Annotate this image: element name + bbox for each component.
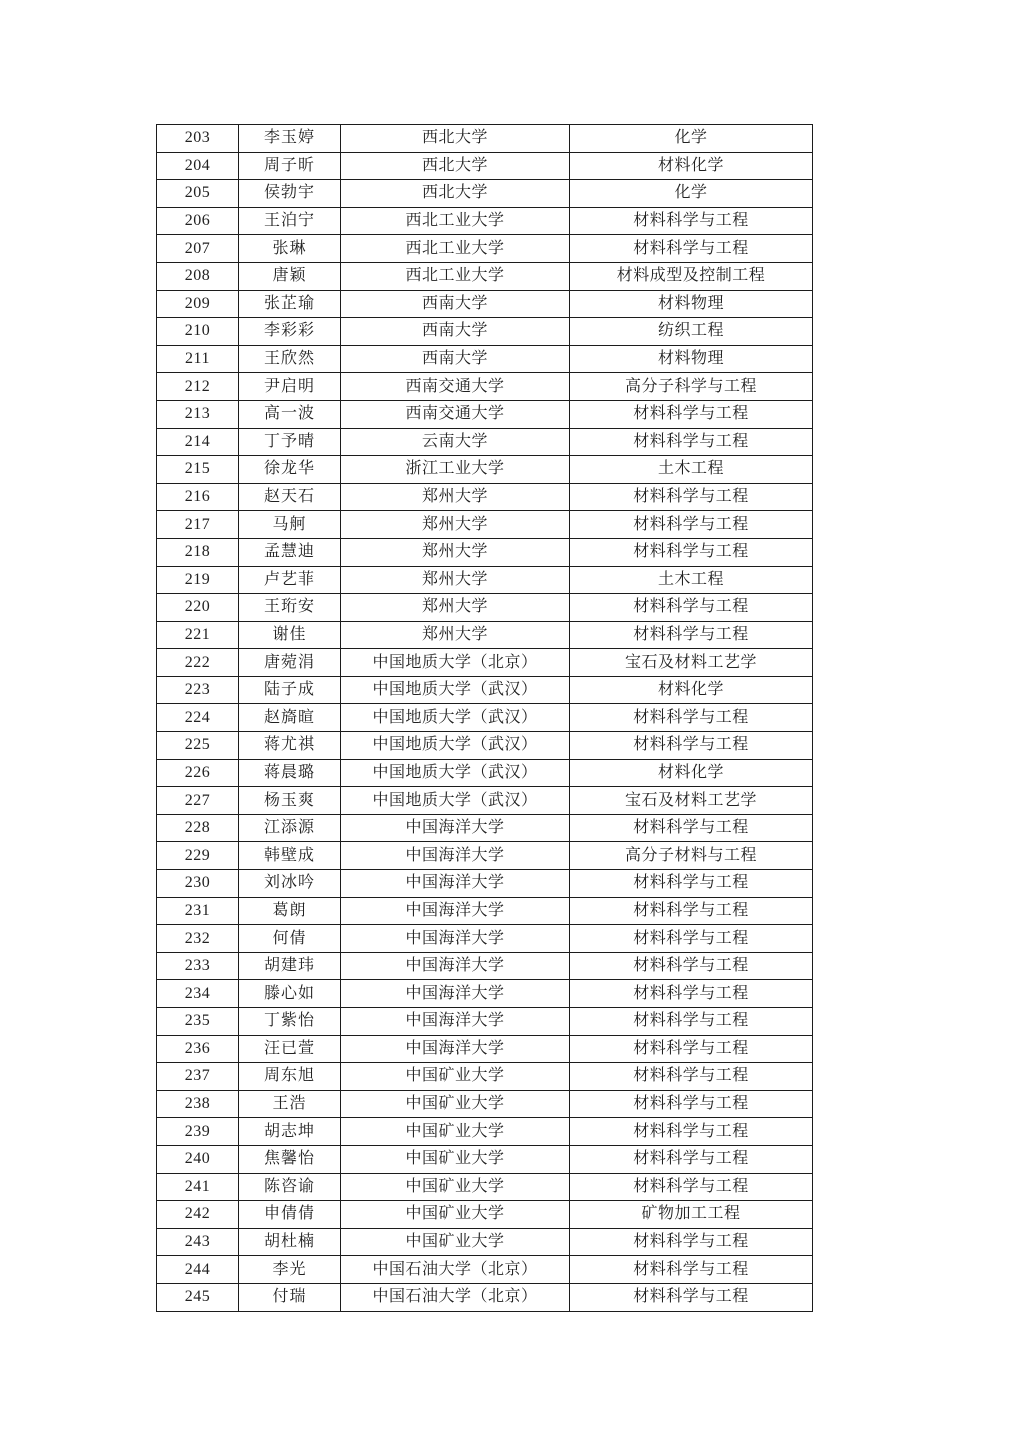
cell-student-name: 李玉婷 (239, 125, 341, 153)
cell-student-name: 高一波 (239, 400, 341, 428)
cell-major: 材料化学 (570, 152, 813, 180)
cell-student-name: 张琳 (239, 235, 341, 263)
roster-table-row (157, 952, 813, 980)
cell-serial-number: 205 (157, 180, 239, 208)
cell-major: 材料科学与工程 (570, 1256, 813, 1284)
roster-table-row (157, 842, 813, 870)
cell-major: 材料科学与工程 (570, 538, 813, 566)
cell-student-name: 丁紫怡 (239, 1008, 341, 1036)
cell-university: 西北大学 (341, 180, 570, 208)
cell-university: 中国地质大学（武汉） (341, 759, 570, 787)
roster-table-row (157, 235, 813, 263)
cell-major: 化学 (570, 125, 813, 153)
cell-student-name: 刘冰吟 (239, 870, 341, 898)
cell-university: 中国海洋大学 (341, 897, 570, 925)
roster-table-row (157, 594, 813, 622)
cell-university: 中国地质大学（武汉） (341, 732, 570, 760)
cell-student-name: 尹启明 (239, 373, 341, 401)
cell-serial-number: 239 (157, 1118, 239, 1146)
cell-major: 材料科学与工程 (570, 870, 813, 898)
cell-major: 材料物理 (570, 345, 813, 373)
cell-student-name: 马舸 (239, 511, 341, 539)
cell-student-name: 胡建玮 (239, 952, 341, 980)
cell-major: 宝石及材料工艺学 (570, 649, 813, 677)
cell-serial-number: 218 (157, 538, 239, 566)
cell-student-name: 付瑞 (239, 1283, 341, 1311)
roster-table-row (157, 125, 813, 153)
cell-student-name: 蒋晨璐 (239, 759, 341, 787)
cell-major: 矿物加工工程 (570, 1201, 813, 1229)
cell-major: 材料化学 (570, 676, 813, 704)
cell-serial-number: 229 (157, 842, 239, 870)
cell-student-name: 汪已萱 (239, 1035, 341, 1063)
roster-table-row (157, 318, 813, 346)
roster-table-row (157, 180, 813, 208)
roster-table-row (157, 511, 813, 539)
cell-university: 西南交通大学 (341, 400, 570, 428)
cell-university: 西北工业大学 (341, 235, 570, 263)
cell-serial-number: 220 (157, 594, 239, 622)
cell-major: 材料科学与工程 (570, 980, 813, 1008)
cell-university: 郑州大学 (341, 621, 570, 649)
cell-student-name: 侯勃宇 (239, 180, 341, 208)
cell-student-name: 王浩 (239, 1090, 341, 1118)
cell-university: 中国海洋大学 (341, 925, 570, 953)
cell-major: 材料科学与工程 (570, 732, 813, 760)
cell-student-name: 周子昕 (239, 152, 341, 180)
cell-student-name: 周东旭 (239, 1063, 341, 1091)
cell-major: 材料科学与工程 (570, 1063, 813, 1091)
cell-serial-number: 217 (157, 511, 239, 539)
roster-table-body (157, 125, 813, 1312)
cell-major: 材料科学与工程 (570, 1283, 813, 1311)
cell-student-name: 滕心如 (239, 980, 341, 1008)
cell-major: 材料成型及控制工程 (570, 262, 813, 290)
cell-student-name: 徐龙华 (239, 456, 341, 484)
cell-serial-number: 226 (157, 759, 239, 787)
cell-university: 中国矿业大学 (341, 1090, 570, 1118)
cell-major: 土木工程 (570, 566, 813, 594)
cell-student-name: 杨玉爽 (239, 787, 341, 815)
cell-university: 中国矿业大学 (341, 1173, 570, 1201)
cell-student-name: 陆子成 (239, 676, 341, 704)
cell-university: 西北大学 (341, 152, 570, 180)
cell-university: 中国海洋大学 (341, 1035, 570, 1063)
cell-major: 材料科学与工程 (570, 897, 813, 925)
cell-serial-number: 221 (157, 621, 239, 649)
cell-student-name: 王珩安 (239, 594, 341, 622)
cell-student-name: 何倩 (239, 925, 341, 953)
cell-student-name: 韩壁成 (239, 842, 341, 870)
roster-table-row (157, 428, 813, 456)
cell-serial-number: 245 (157, 1283, 239, 1311)
cell-major: 材料科学与工程 (570, 1008, 813, 1036)
roster-table-row (157, 207, 813, 235)
cell-university: 中国地质大学（武汉） (341, 787, 570, 815)
cell-student-name: 蒋尤祺 (239, 732, 341, 760)
cell-university: 中国矿业大学 (341, 1063, 570, 1091)
roster-table-row (157, 1063, 813, 1091)
cell-student-name: 卢艺菲 (239, 566, 341, 594)
cell-major: 材料科学与工程 (570, 925, 813, 953)
cell-serial-number: 224 (157, 704, 239, 732)
roster-table-row (157, 1008, 813, 1036)
cell-university: 郑州大学 (341, 566, 570, 594)
roster-table-row (157, 704, 813, 732)
cell-major: 高分子材料与工程 (570, 842, 813, 870)
cell-serial-number: 234 (157, 980, 239, 1008)
cell-serial-number: 231 (157, 897, 239, 925)
cell-student-name: 张芷瑜 (239, 290, 341, 318)
cell-student-name: 胡杜楠 (239, 1228, 341, 1256)
roster-table-row (157, 373, 813, 401)
cell-university: 中国石油大学（北京） (341, 1283, 570, 1311)
cell-student-name: 王欣然 (239, 345, 341, 373)
cell-university: 中国海洋大学 (341, 870, 570, 898)
cell-university: 中国地质大学（北京） (341, 649, 570, 677)
cell-major: 材料科学与工程 (570, 235, 813, 263)
roster-table-row (157, 1145, 813, 1173)
cell-university: 中国海洋大学 (341, 1008, 570, 1036)
cell-serial-number: 244 (157, 1256, 239, 1284)
cell-major: 材料科学与工程 (570, 1228, 813, 1256)
roster-table-row (157, 649, 813, 677)
roster-table-row (157, 980, 813, 1008)
roster-table-row (157, 1283, 813, 1311)
roster-table-row (157, 400, 813, 428)
cell-serial-number: 211 (157, 345, 239, 373)
cell-serial-number: 216 (157, 483, 239, 511)
cell-student-name: 江添源 (239, 814, 341, 842)
cell-university: 浙江工业大学 (341, 456, 570, 484)
cell-major: 材料化学 (570, 759, 813, 787)
roster-table-row (157, 732, 813, 760)
cell-serial-number: 209 (157, 290, 239, 318)
cell-major: 材料科学与工程 (570, 594, 813, 622)
cell-serial-number: 242 (157, 1201, 239, 1229)
cell-student-name: 胡志坤 (239, 1118, 341, 1146)
cell-student-name: 唐颖 (239, 262, 341, 290)
cell-university: 西南交通大学 (341, 373, 570, 401)
cell-university: 云南大学 (341, 428, 570, 456)
roster-table-row (157, 1035, 813, 1063)
cell-university: 郑州大学 (341, 483, 570, 511)
cell-serial-number: 230 (157, 870, 239, 898)
cell-serial-number: 215 (157, 456, 239, 484)
cell-student-name: 孟慧迪 (239, 538, 341, 566)
cell-serial-number: 210 (157, 318, 239, 346)
cell-serial-number: 214 (157, 428, 239, 456)
cell-serial-number: 236 (157, 1035, 239, 1063)
cell-student-name: 陈咨谕 (239, 1173, 341, 1201)
cell-major: 材料科学与工程 (570, 1145, 813, 1173)
cell-serial-number: 208 (157, 262, 239, 290)
roster-table-row (157, 290, 813, 318)
cell-university: 西南大学 (341, 345, 570, 373)
roster-table-row (157, 621, 813, 649)
roster-table-row (157, 925, 813, 953)
cell-serial-number: 206 (157, 207, 239, 235)
cell-major: 材料科学与工程 (570, 1090, 813, 1118)
cell-serial-number: 203 (157, 125, 239, 153)
cell-major: 化学 (570, 180, 813, 208)
cell-university: 西南大学 (341, 318, 570, 346)
cell-serial-number: 232 (157, 925, 239, 953)
cell-university: 中国矿业大学 (341, 1118, 570, 1146)
cell-university: 西北大学 (341, 125, 570, 153)
cell-serial-number: 212 (157, 373, 239, 401)
cell-major: 材料科学与工程 (570, 1118, 813, 1146)
roster-table-row (157, 897, 813, 925)
cell-student-name: 唐菀涓 (239, 649, 341, 677)
cell-university: 郑州大学 (341, 538, 570, 566)
cell-serial-number: 238 (157, 1090, 239, 1118)
roster-table-row (157, 483, 813, 511)
cell-university: 中国海洋大学 (341, 814, 570, 842)
cell-major: 材料科学与工程 (570, 483, 813, 511)
cell-university: 中国地质大学（武汉） (341, 704, 570, 732)
cell-university: 中国石油大学（北京） (341, 1256, 570, 1284)
cell-university: 西南大学 (341, 290, 570, 318)
cell-major: 材料科学与工程 (570, 704, 813, 732)
cell-serial-number: 219 (157, 566, 239, 594)
cell-university: 西北工业大学 (341, 262, 570, 290)
cell-serial-number: 223 (157, 676, 239, 704)
cell-student-name: 焦馨怡 (239, 1145, 341, 1173)
cell-major: 材料物理 (570, 290, 813, 318)
cell-major: 纺织工程 (570, 318, 813, 346)
cell-student-name: 丁予晴 (239, 428, 341, 456)
roster-table-row (157, 1118, 813, 1146)
cell-serial-number: 222 (157, 649, 239, 677)
roster-table-row (157, 787, 813, 815)
roster-table-row (157, 1090, 813, 1118)
cell-serial-number: 225 (157, 732, 239, 760)
cell-student-name: 赵旖暄 (239, 704, 341, 732)
roster-table-row (157, 676, 813, 704)
cell-student-name: 谢佳 (239, 621, 341, 649)
cell-major: 材料科学与工程 (570, 1173, 813, 1201)
cell-major: 材料科学与工程 (570, 428, 813, 456)
cell-university: 郑州大学 (341, 594, 570, 622)
roster-table-row (157, 262, 813, 290)
roster-table-row (157, 1256, 813, 1284)
cell-major: 材料科学与工程 (570, 207, 813, 235)
cell-major: 材料科学与工程 (570, 511, 813, 539)
cell-student-name: 李光 (239, 1256, 341, 1284)
cell-major: 宝石及材料工艺学 (570, 787, 813, 815)
roster-table-row (157, 152, 813, 180)
cell-serial-number: 228 (157, 814, 239, 842)
cell-serial-number: 240 (157, 1145, 239, 1173)
roster-table-row (157, 870, 813, 898)
cell-university: 中国海洋大学 (341, 952, 570, 980)
roster-table-row (157, 345, 813, 373)
cell-university: 中国矿业大学 (341, 1145, 570, 1173)
cell-university: 中国海洋大学 (341, 842, 570, 870)
cell-student-name: 申倩倩 (239, 1201, 341, 1229)
roster-table-row (157, 1228, 813, 1256)
cell-major: 土木工程 (570, 456, 813, 484)
cell-university: 中国海洋大学 (341, 980, 570, 1008)
student-roster-table (156, 124, 813, 1312)
cell-student-name: 王泊宁 (239, 207, 341, 235)
cell-serial-number: 204 (157, 152, 239, 180)
roster-table-row (157, 1173, 813, 1201)
cell-serial-number: 233 (157, 952, 239, 980)
cell-serial-number: 213 (157, 400, 239, 428)
cell-student-name: 葛朗 (239, 897, 341, 925)
roster-table-row (157, 1201, 813, 1229)
cell-major: 材料科学与工程 (570, 621, 813, 649)
cell-university: 西北工业大学 (341, 207, 570, 235)
roster-table-row (157, 759, 813, 787)
cell-serial-number: 235 (157, 1008, 239, 1036)
cell-major: 材料科学与工程 (570, 1035, 813, 1063)
cell-university: 中国地质大学（武汉） (341, 676, 570, 704)
cell-university: 中国矿业大学 (341, 1201, 570, 1229)
cell-serial-number: 207 (157, 235, 239, 263)
roster-table-row (157, 814, 813, 842)
cell-major: 高分子科学与工程 (570, 373, 813, 401)
cell-serial-number: 241 (157, 1173, 239, 1201)
cell-student-name: 赵天石 (239, 483, 341, 511)
cell-university: 中国矿业大学 (341, 1228, 570, 1256)
cell-major: 材料科学与工程 (570, 400, 813, 428)
cell-serial-number: 227 (157, 787, 239, 815)
cell-student-name: 李彩彩 (239, 318, 341, 346)
cell-serial-number: 237 (157, 1063, 239, 1091)
cell-major: 材料科学与工程 (570, 952, 813, 980)
cell-major: 材料科学与工程 (570, 814, 813, 842)
roster-table-row (157, 456, 813, 484)
cell-serial-number: 243 (157, 1228, 239, 1256)
roster-table-row (157, 538, 813, 566)
cell-university: 郑州大学 (341, 511, 570, 539)
roster-table-row (157, 566, 813, 594)
